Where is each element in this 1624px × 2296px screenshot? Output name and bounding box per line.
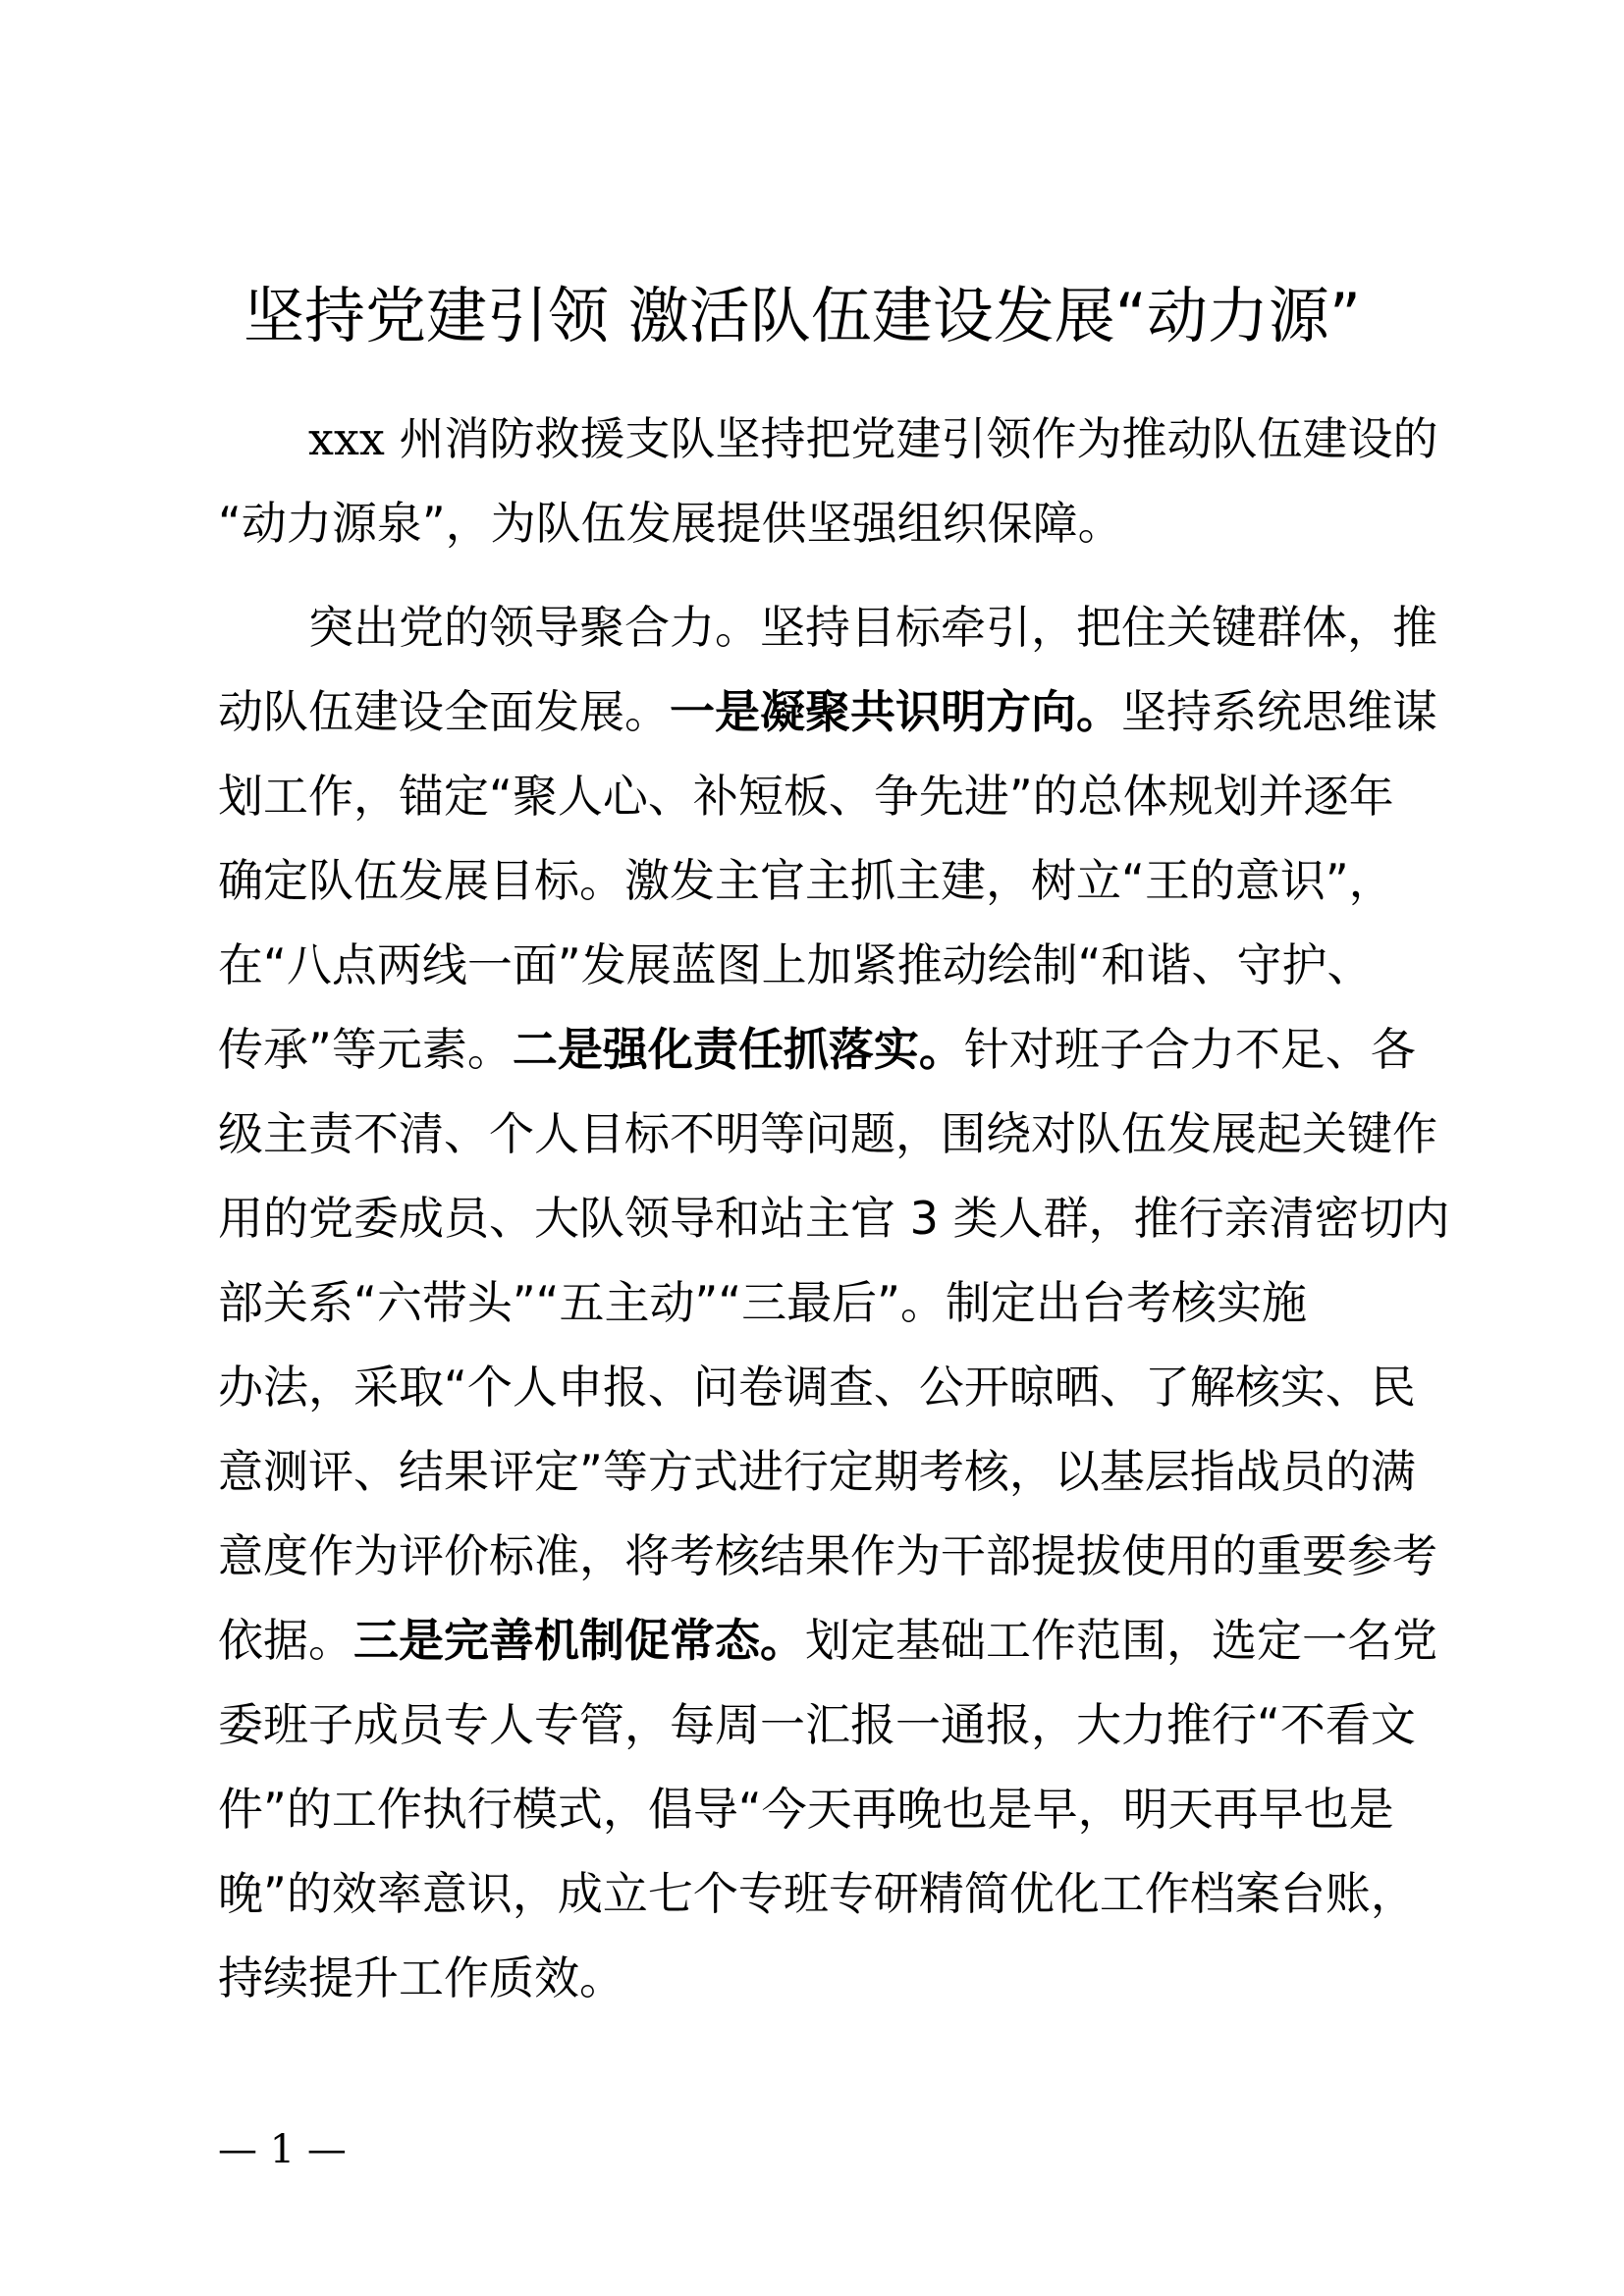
section-text: 依据。 xyxy=(218,1614,353,1667)
intro-text-1: 州消防救援支队坚持把党建引领作为推动队伍建设的 xyxy=(384,412,1438,465)
section-line-13 xyxy=(218,1598,1435,1682)
section-line-1: 突出党的领导聚合力。坚持目标牵引，把住关键群体，推 xyxy=(308,601,1437,654)
section-line-2 xyxy=(218,669,1435,754)
section-line-5: 在“八点两线一面”发展蓝图上加紧推动绘制“和谐、守护、 xyxy=(218,938,1373,991)
document-body xyxy=(218,397,1450,2020)
section-line-15: 件”的工作执行模式，倡导“今天再晚也是早，明天再早也是 xyxy=(218,1783,1394,1836)
section-text: 针对班子合力不足、各 xyxy=(963,1023,1416,1076)
section-line-4: 确定队伍发展目标。激发主官主抓主建，树立“王的意识”， xyxy=(218,854,1394,907)
section-text: 传承”等元素。 xyxy=(218,1023,513,1076)
page-number: — 1 — xyxy=(218,2127,347,2172)
section-text: 动队伍建设全面发展。 xyxy=(218,685,670,738)
section-line-6 xyxy=(218,1007,1435,1092)
section-line-17: 持续提升工作质效。 xyxy=(218,1951,624,2004)
section-line-9: 部关系“六带头”“五主动”“三最后”。制定出台考核实施 xyxy=(218,1276,1307,1329)
section-line-16: 晚”的效率意识，成立七个专班专研精简优化工作档案台账， xyxy=(218,1867,1416,1920)
section-line-10: 办法，采取“个人申报、问卷调查、公开晾晒、了解核实、民 xyxy=(218,1361,1416,1414)
section-line-8: 用的党委成员、大队领导和站主官 3 类人群，推行亲清密切内 xyxy=(218,1192,1450,1245)
section-line-14: 委班子成员专人专管，每周一汇报一通报，大力推行“不看文 xyxy=(218,1698,1416,1751)
document-title: 坚持党建引领 激活队伍建设发展“动力源” xyxy=(244,280,1361,351)
bold-heading-1: 一是凝聚共识明方向。 xyxy=(670,685,1121,738)
section-line-3: 划工作，锚定“聚人心、补短板、争先进”的总体规划并逐年 xyxy=(218,770,1394,823)
section-text: 划定基础工作范围，选定一名党 xyxy=(805,1614,1437,1667)
section-line-12: 意度作为评价标准，将考核结果作为干部提拔使用的重要参考 xyxy=(218,1529,1437,1582)
intro-line-2: “动力源泉”，为队伍发展提供坚强组织保障。 xyxy=(218,497,1123,550)
intro-line-1 xyxy=(218,397,1438,481)
section-line-7: 级主责不清、个人目标不明等问题，围绕对队伍发展起关键作 xyxy=(218,1107,1437,1160)
section-line-11: 意测评、结果评定”等方式进行定期考核，以基层指战员的满 xyxy=(218,1445,1416,1498)
intro-latin-prefix: xxx xyxy=(308,412,385,465)
bold-heading-2: 二是强化责任抓落实。 xyxy=(512,1023,964,1076)
section-text: 坚持系统思维谋 xyxy=(1121,685,1437,738)
paragraph-gap xyxy=(218,565,1435,585)
bold-heading-3: 三是完善机制促常态。 xyxy=(353,1614,805,1667)
